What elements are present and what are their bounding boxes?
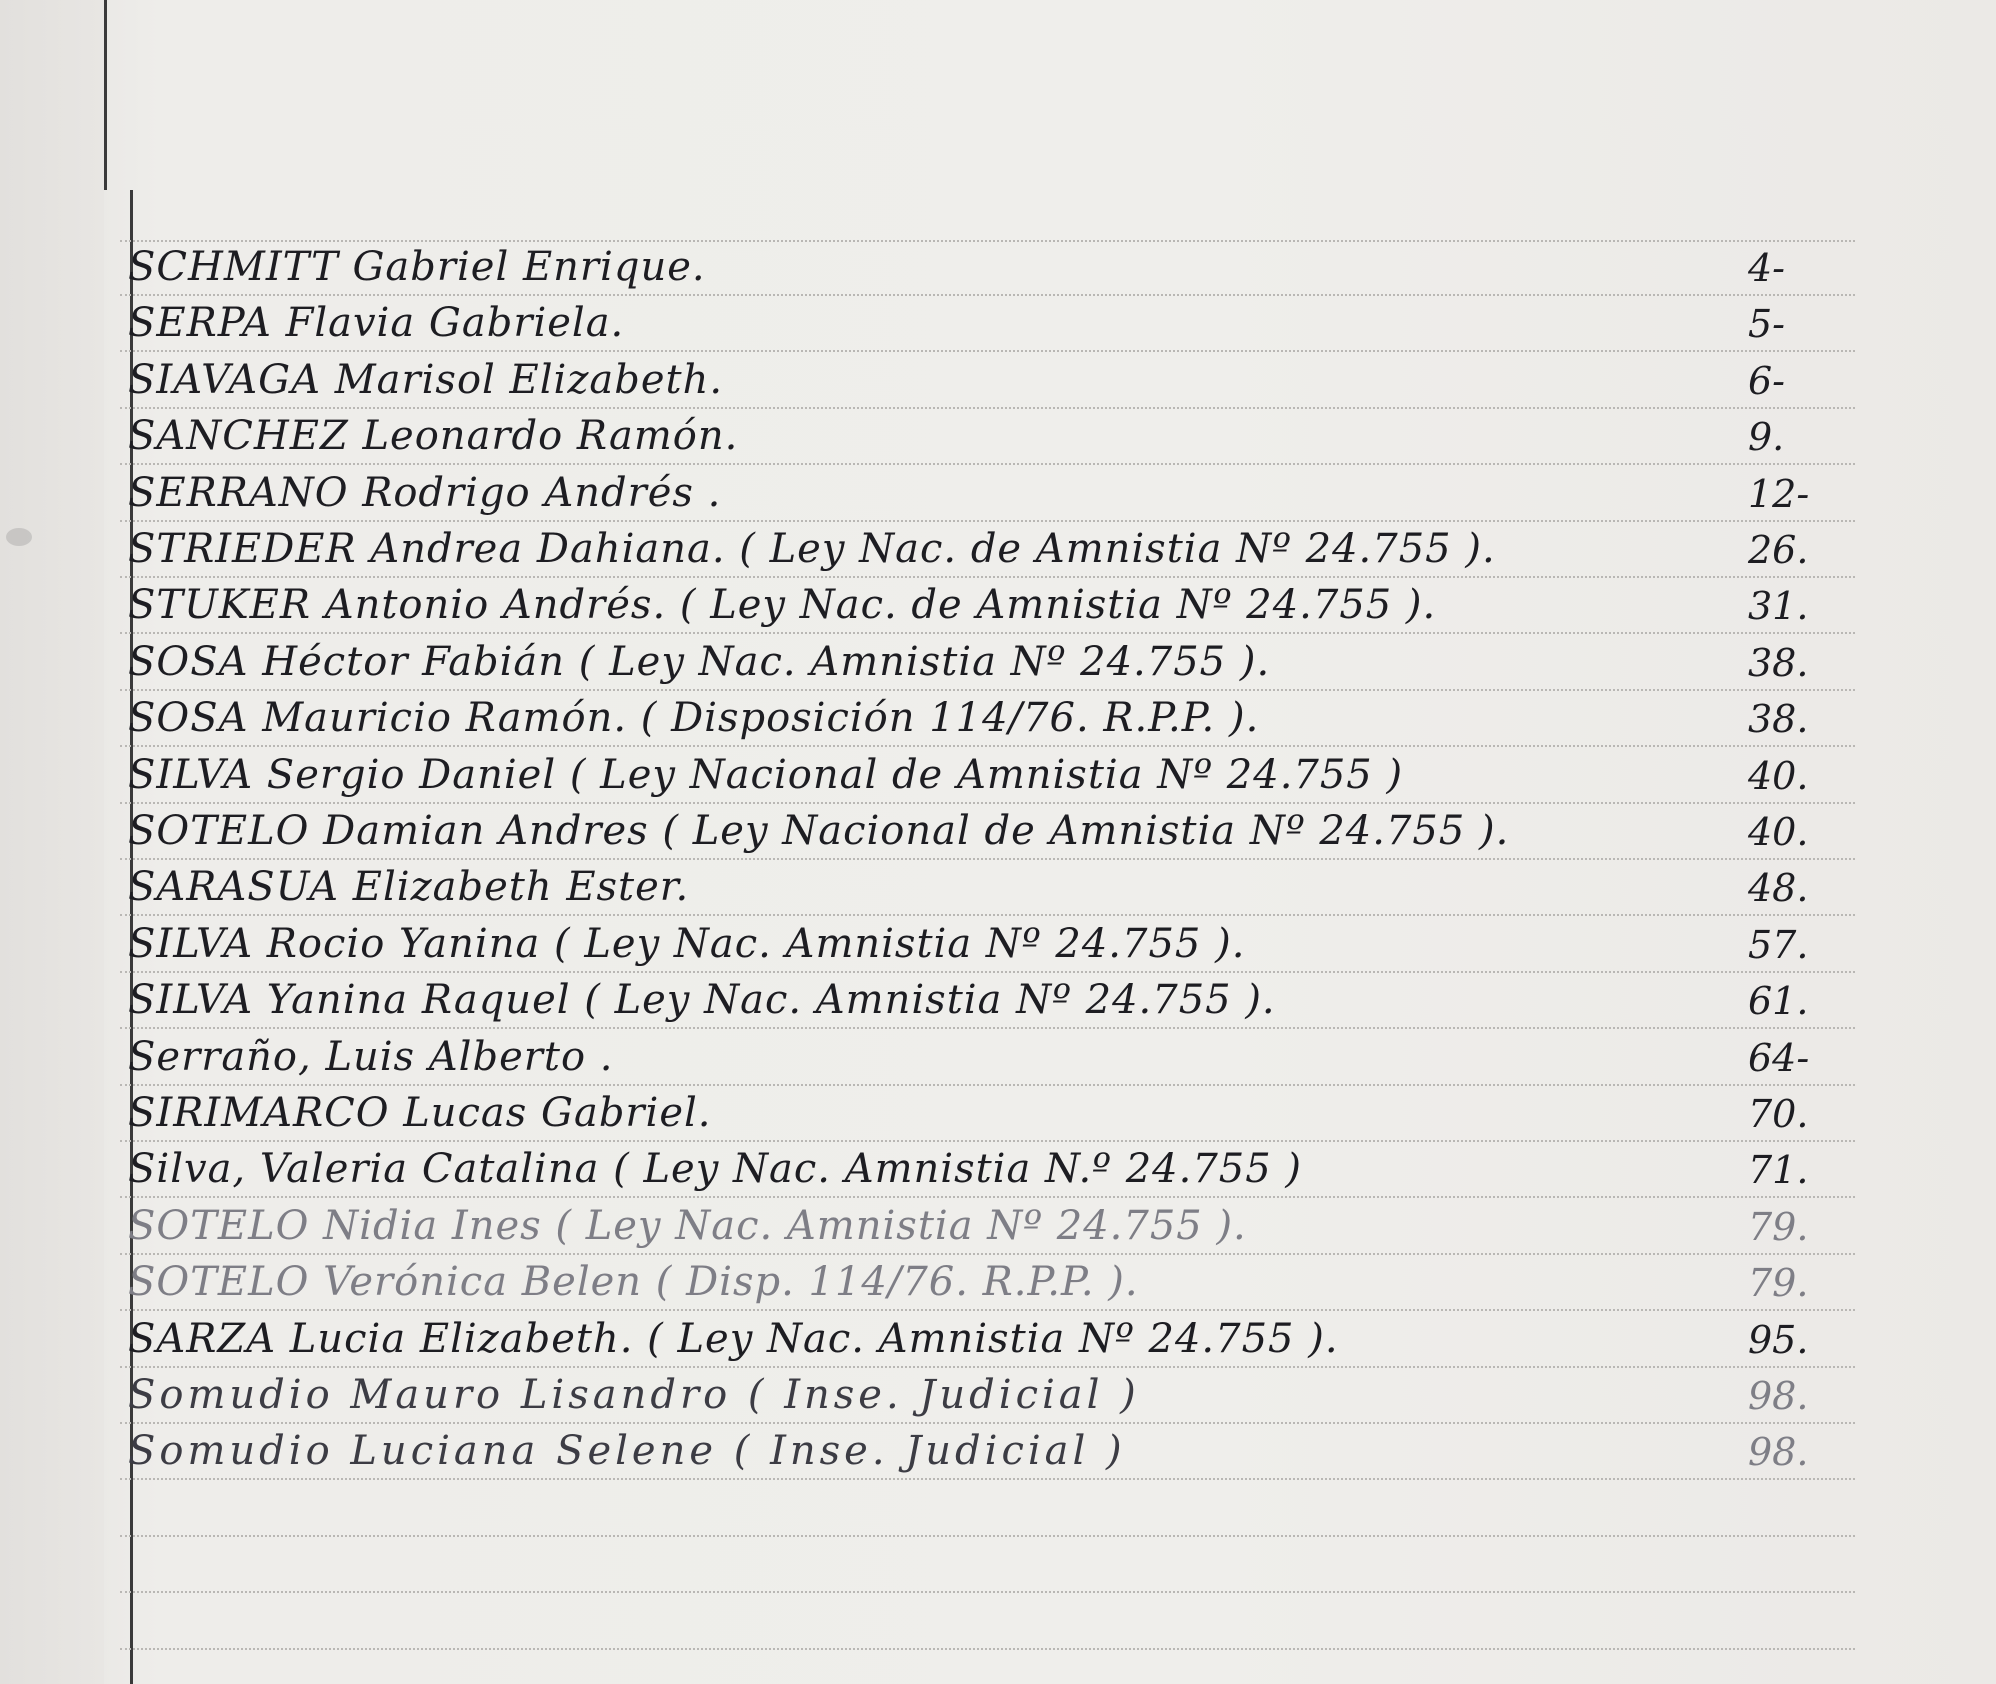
entry-name: SILVA Sergio Daniel ( Ley Nacional de Amnistia Nº 24.755 ) — [128, 752, 1404, 798]
entry-number: 31. — [1748, 584, 1809, 628]
entry-number: 70. — [1748, 1092, 1809, 1136]
list-item — [0, 576, 1996, 632]
entry-number: 40. — [1748, 754, 1809, 798]
entry-name: SERRANO Rodrigo Andrés . — [128, 470, 722, 516]
entry-name: SARZA Lucia Elizabeth. ( Ley Nac. Amnistia Nº 24.755 ). — [128, 1316, 1339, 1362]
entry-number: 26. — [1748, 528, 1809, 572]
entry-name: SOSA Héctor Fabián ( Ley Nac. Amnistia Nº 24.755 ). — [128, 639, 1271, 685]
list-item — [0, 520, 1996, 576]
list-item — [0, 1140, 1996, 1196]
list-item — [0, 1253, 1996, 1309]
list-item — [0, 689, 1996, 745]
entry-number: 9. — [1748, 415, 1785, 459]
entry-number: 79. — [1748, 1205, 1809, 1249]
entry-number: 95. — [1748, 1318, 1809, 1362]
list-item — [0, 464, 1996, 520]
list-item — [0, 1422, 1996, 1478]
list-item — [0, 1197, 1996, 1253]
list-item — [0, 1366, 1996, 1422]
entry-name: SERPA Flavia Gabriela. — [128, 300, 625, 346]
list-item — [0, 915, 1996, 971]
entry-name: Somudio Luciana Selene ( Inse. Judicial ) — [128, 1428, 1126, 1474]
entry-name: SOSA Mauricio Ramón. ( Disposición 114/76. R.P.P. ). — [128, 695, 1260, 741]
list-item — [0, 971, 1996, 1027]
entry-name: SOTELO Damian Andres ( Ley Nacional de Amnistia Nº 24.755 ). — [128, 808, 1510, 854]
entry-name: STRIEDER Andrea Dahiana. ( Ley Nac. de Amnistia Nº 24.755 ). — [128, 526, 1496, 572]
entry-name: SCHMITT Gabriel Enrique. — [128, 244, 706, 290]
entry-name: Somudio Mauro Lisandro ( Inse. Judicial ) — [128, 1372, 1140, 1418]
list-item — [0, 351, 1996, 407]
entry-number: 38. — [1748, 697, 1809, 741]
list-item — [0, 1084, 1996, 1140]
entry-name: SANCHEZ Leonardo Ramón. — [128, 413, 739, 459]
list-item — [0, 1310, 1996, 1366]
list-item — [0, 238, 1996, 294]
entry-number: 61. — [1748, 979, 1809, 1023]
entry-number: 64- — [1748, 1036, 1810, 1080]
list-item — [0, 633, 1996, 689]
entry-number: 6- — [1748, 359, 1786, 403]
entry-name: SARASUA Elizabeth Ester. — [128, 864, 690, 910]
entry-name: Serraño, Luis Alberto . — [128, 1034, 614, 1080]
entry-number: 12- — [1748, 472, 1810, 516]
entry-number: 48. — [1748, 866, 1809, 910]
list-item — [0, 1028, 1996, 1084]
entry-number: 71. — [1748, 1148, 1809, 1192]
entry-name: SIRIMARCO Lucas Gabriel. — [128, 1090, 712, 1136]
list-item — [0, 294, 1996, 350]
entry-number: 40. — [1748, 810, 1809, 854]
entry-name: Silva, Valeria Catalina ( Ley Nac. Amnistia N.º 24.755 ) — [128, 1146, 1302, 1192]
entry-name: SIAVAGA Marisol Elizabeth. — [128, 357, 724, 403]
entry-name: SOTELO Nidia Ines ( Ley Nac. Amnistia Nº 24.755 ). — [128, 1203, 1247, 1249]
list-item — [0, 746, 1996, 802]
entry-name: SILVA Yanina Raquel ( Ley Nac. Amnistia Nº 24.755 ). — [128, 977, 1276, 1023]
entry-number: 4- — [1748, 246, 1786, 290]
entry-number: 57. — [1748, 923, 1809, 967]
list-item — [0, 802, 1996, 858]
entry-name: STUKER Antonio Andrés. ( Ley Nac. de Amnistia Nº 24.755 ). — [128, 582, 1437, 628]
entry-name: SILVA Rocio Yanina ( Ley Nac. Amnistia Nº 24.755 ). — [128, 921, 1246, 967]
entry-number: 38. — [1748, 641, 1809, 685]
entry-name: SOTELO Verónica Belen ( Disp. 114/76. R.P.P. ). — [128, 1259, 1139, 1305]
list-item — [0, 858, 1996, 914]
entry-number: 98. — [1748, 1430, 1809, 1474]
entry-number: 98. — [1748, 1374, 1809, 1418]
list-item — [0, 407, 1996, 463]
entry-number: 79. — [1748, 1261, 1809, 1305]
entry-number: 5- — [1748, 302, 1786, 346]
